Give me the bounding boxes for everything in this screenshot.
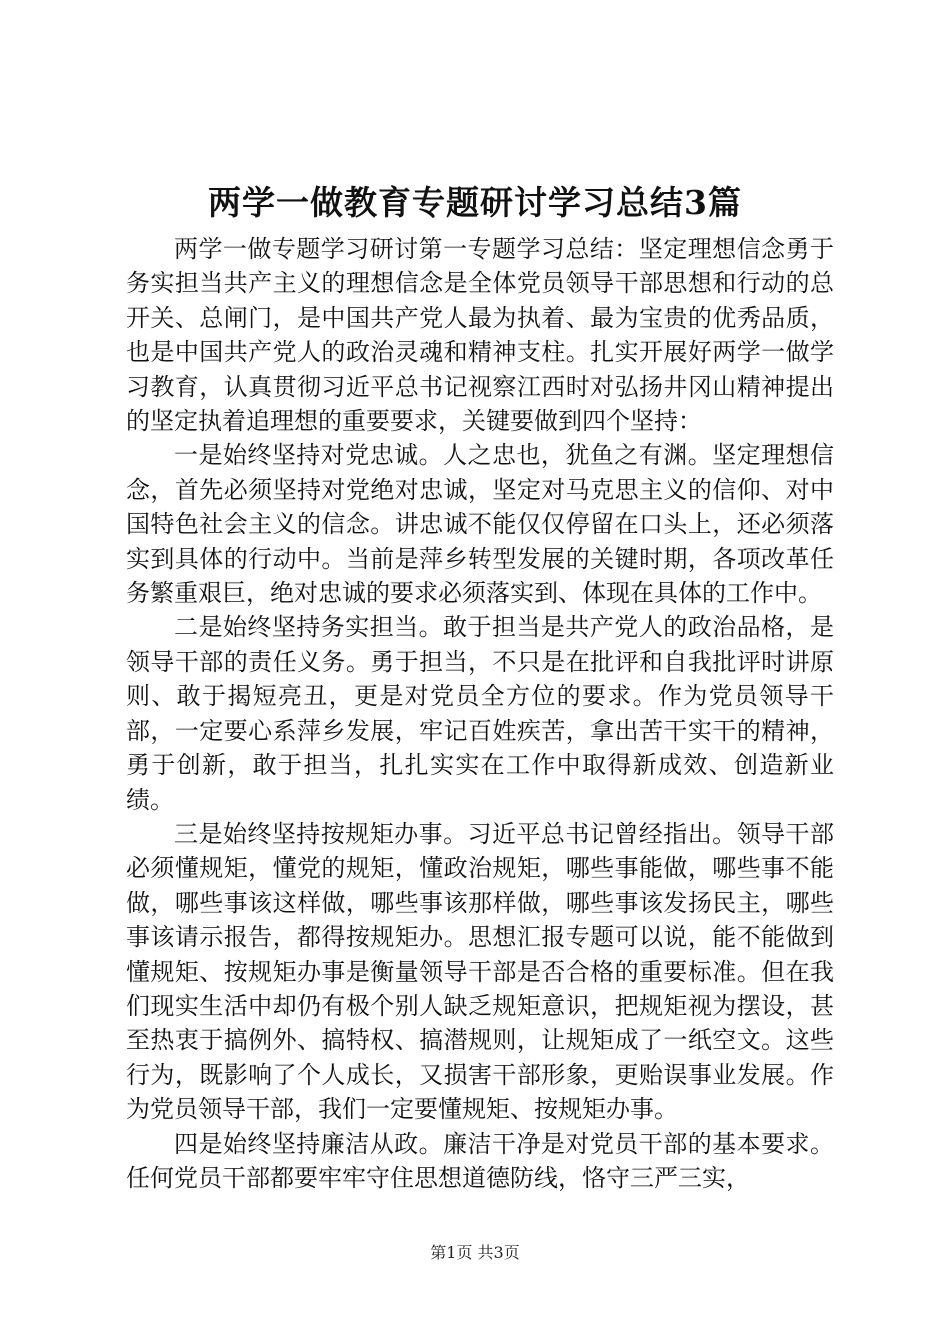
paragraph-point-two: 二是始终坚持务实担当。敢于担当是共产党人的政治品格，是领导干部的责任义务。勇于担当，不只是在批评和自我批评时讲原则、敢于揭短亮丑，更是对党员全方位的要求。作为党员领导干部，一定要心系萍乡发展，牢记百姓疾苦，拿出苦干实干的精神，勇于创新，敢于担当，扎扎实实在工作中取得新成效、创造新业绩。 bbox=[126, 613, 834, 814]
paragraph-point-one: 一是始终坚持对党忠诚。人之忠也，犹鱼之有渊。坚定理想信念，首先必须坚持对党绝对忠诚，坚定对马克思主义的信仰、对中国特色社会主义的信念。讲忠诚不能仅仅停留在口头上，还必须落实到具体的行动中。当前是萍乡转型发展的关键时期，各项改革任务繁重艰巨，绝对忠诚的要求必须落实到、体现在具体的工作中。 bbox=[126, 441, 834, 608]
document-title: 两学一做教育专题研讨学习总结3篇 bbox=[208, 183, 742, 222]
page-footer: 第1页 共3页 bbox=[430, 1243, 520, 1262]
paragraph-point-four: 四是始终坚持廉洁从政。廉洁干净是对党员干部的基本要求。任何党员干部都要牢牢守住思想道德防线，恪守三严三实， bbox=[126, 1129, 834, 1192]
paragraph-intro: 两学一做专题学习研讨第一专题学习总结：坚定理想信念勇于务实担当共产主义的理想信念是全体党员领导干部思想和行动的总开关、总闸门，是中国共产党人最为执着、最为宝贵的优秀品质，也是中国共产党人的政治灵魂和精神支柱。扎实开展好两学一做学习教育，认真贯彻习近平总书记视察江西时对弘扬井冈山精神提出的坚定执着追理想的重要要求，关键要做到四个坚持： bbox=[126, 235, 834, 436]
document-body bbox=[126, 232, 834, 1195]
paragraph-point-three: 三是始终坚持按规矩办事。习近平总书记曾经指出。领导干部必须懂规矩，懂党的规矩，懂政治规矩，哪些事能做，哪些事不能做，哪些事该这样做，哪些事该那样做，哪些事该发扬民主，哪些事该请示报告，都得按规矩办。思想汇报专题可以说，能不能做到懂规矩、按规矩办事是衡量领导干部是否合格的重要标准。但在我们现实生活中却仍有极个别人缺乏规矩意识，把规矩视为摆设，甚至热衷于搞例外、搞特权、搞潜规则，让规矩成了一纸空文。这些行为，既影响了个人成长，又损害干部形象，更贻误事业发展。作为党员领导干部，我们一定要懂规矩、按规矩办事。 bbox=[126, 819, 834, 1124]
